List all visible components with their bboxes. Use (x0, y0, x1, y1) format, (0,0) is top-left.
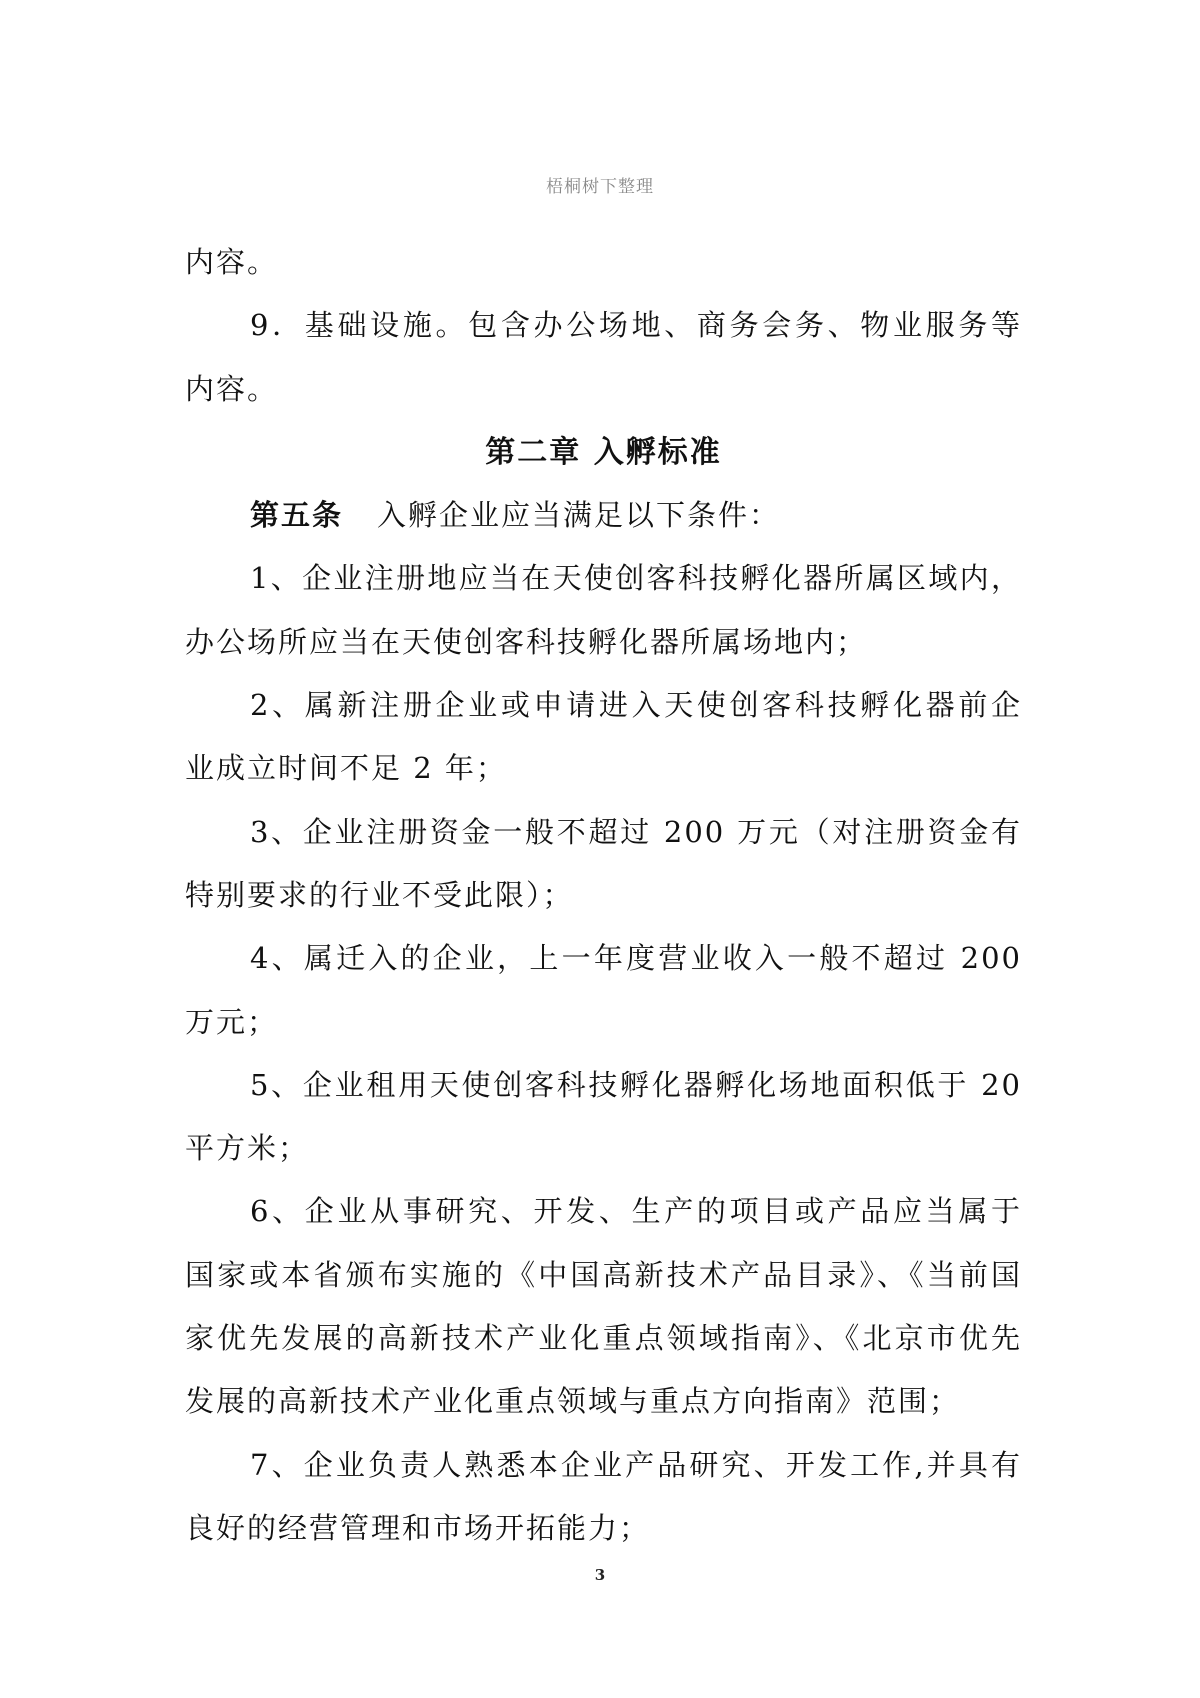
text-line: 良好的经营管理和市场开拓能力； (185, 1510, 651, 1545)
article-line (185, 484, 1022, 547)
text-line: 业成立时间不足 2 年； (185, 751, 507, 786)
text-line: 5、企业租用天使创客科技孵化器孵化场地面积低于 20 (250, 1067, 1022, 1102)
text-line: 家优先发展的高新技术产业化重点领域指南》、《北京市优先 (185, 1321, 1022, 1356)
text-line: 7、企业负责人熟悉本企业产品研究、开发工作,并具有 (250, 1447, 1022, 1482)
text-line: 发展的高新技术产业化重点领域与重点方向指南》范围； (185, 1384, 961, 1419)
text-line: 2、属新注册企业或申请进入天使创客科技孵化器前企 (250, 688, 1022, 723)
text-line: 内容。 (185, 245, 279, 279)
text-line: 1、企业注册地应当在天使创客科技孵化器所属区域内， (250, 561, 1022, 596)
text-line: 4、属迁入的企业，上一年度营业收入一般不超过 200 (250, 941, 1022, 976)
article-text: 入孵企业应当满足以下条件： (377, 498, 781, 533)
text-line: 万元； (185, 1004, 279, 1039)
text-line: 3、企业注册资金一般不超过 200 万元（对注册资金有 (250, 814, 1022, 849)
text-line: 特别要求的行业不受此限）； (185, 877, 574, 912)
page-header: 梧桐树下整理 (546, 177, 654, 197)
text-line: 6、企业从事研究、开发、生产的项目或产品应当属于 (250, 1194, 1022, 1229)
text-line: 9．基础设施。包含办公场地、商务会务、物业服务等 (250, 308, 1022, 343)
page-number: 3 (594, 1566, 606, 1584)
article-label: 第五条 (250, 498, 344, 533)
document-body (185, 231, 1022, 1560)
text-line: 办公场所应当在天使创客科技孵化器所属场地内； (185, 624, 868, 659)
chapter-heading: 第二章 入孵标准 (485, 434, 722, 470)
text-line: 平方米； (185, 1131, 310, 1166)
text-line: 内容。 (185, 371, 279, 406)
text-line: 国家或本省颁布实施的《中国高新技术产品目录》、《当前国 (185, 1257, 1022, 1292)
